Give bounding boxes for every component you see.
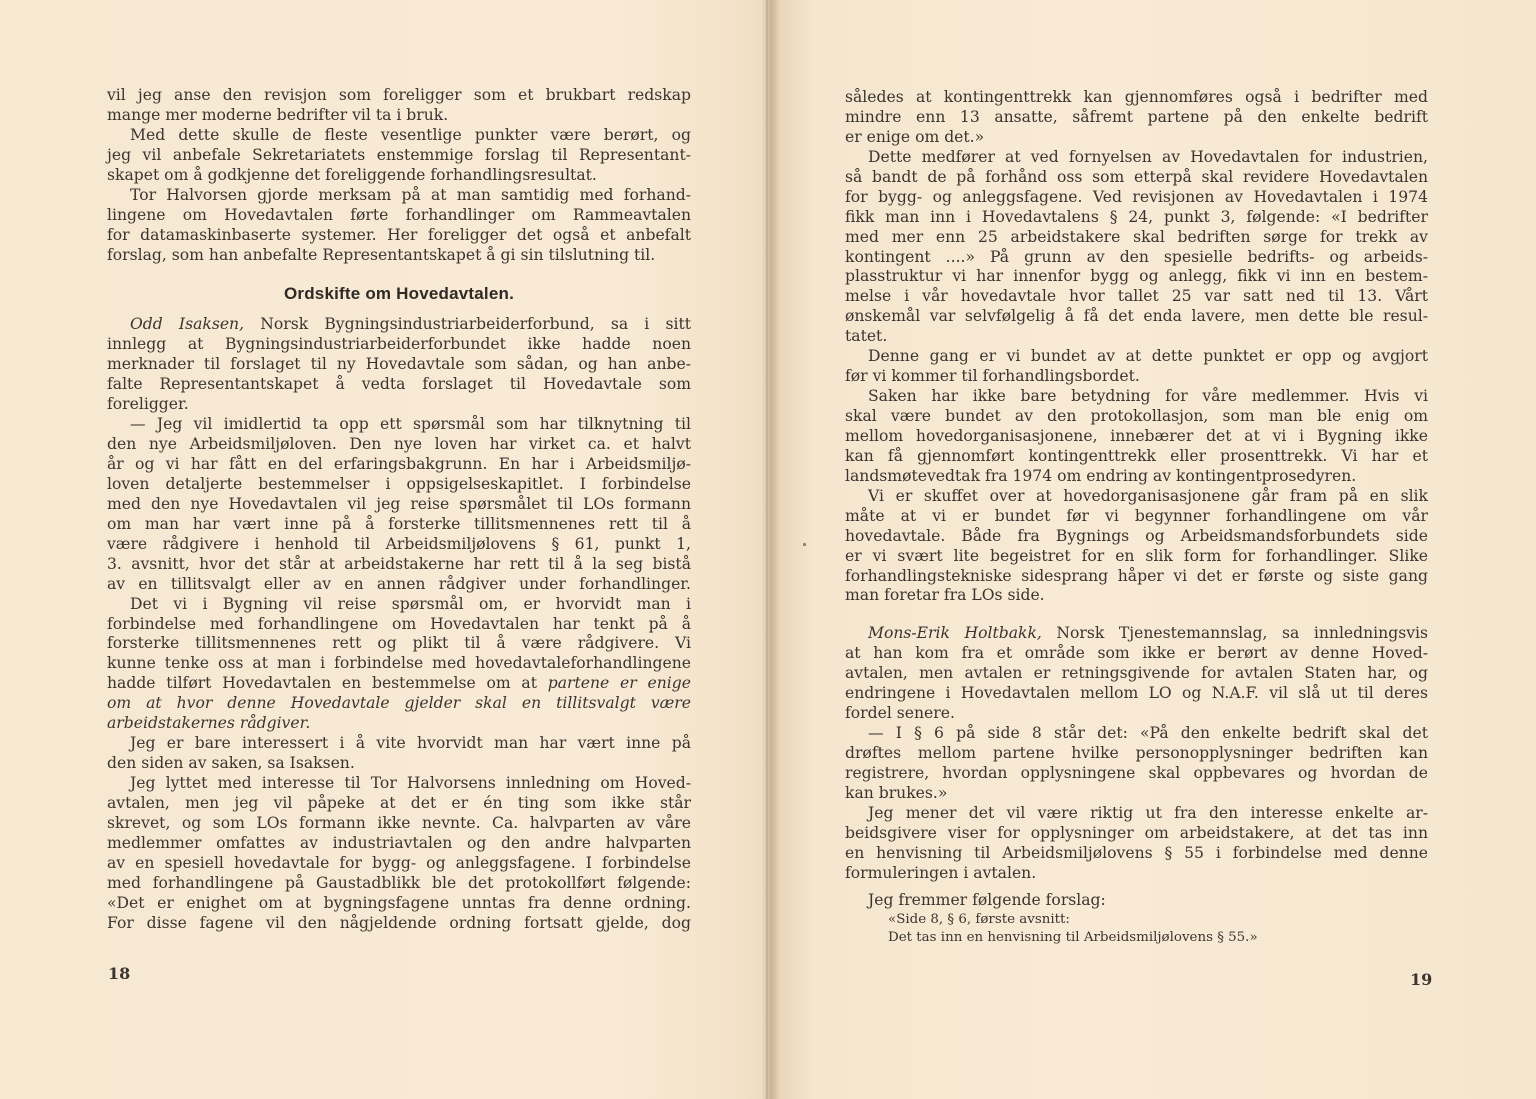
speaker-name: Odd Isaksen,	[130, 315, 245, 334]
text-line: være rådgivere i henhold til Arbeidsmiljølovens § 61, punkt 1,	[107, 534, 691, 553]
text-line: Med dette skulle de fleste vesentlige punkter være berørt, og	[130, 125, 691, 144]
text-line: kan få gjennomført kontingenttrekk eller prosenttrekk. Vi har et	[845, 446, 1428, 465]
text-line: før vi kommer til forhandlingsbordet.	[845, 367, 1140, 386]
text-line: skapet om å godkjenne det foreliggende forhandlingsresultat.	[107, 165, 597, 184]
text-line: er enige om det.»	[845, 127, 985, 146]
text-line: fordel senere.	[845, 704, 955, 723]
text-line: arbeidstakernes rådgiver.	[107, 714, 311, 733]
text-line: mange mer moderne bedrifter vil ta i bruk.	[107, 105, 449, 124]
text-line: Jeg er bare interessert i å vite hvorvidt man har vært inne på	[130, 734, 691, 753]
text-line: ønskemål var selvfølgelig å få det enda lavere, men dette ble resul-	[845, 307, 1428, 326]
text-line: kan brukes.»	[845, 783, 948, 802]
page-number-right: 19	[1410, 970, 1433, 989]
text-line: med mer enn 25 arbeidstakere skal bedriften sørge for trekk av	[845, 227, 1428, 246]
text-line: lingene om Hovedavtalen førte forhandlinger om Rammeavtalen	[107, 205, 691, 224]
text-line: Jeg lyttet med interesse til Tor Halvorsens innledning om Hoved-	[130, 774, 691, 792]
text-line: skal være bundet av den protokollasjon, som man ble enig om	[845, 407, 1428, 425]
paragraph-gap	[845, 606, 1428, 624]
text-line: Saken har ikke bare betydning for våre medlemmer. Hvis vi	[868, 387, 1428, 406]
text-line: merknader til forslaget til ny Hovedavtale som sådan, og han anbe-	[107, 355, 691, 374]
text-line: jeg vil anbefale Sekretariatets enstemmige forslag til Representant-	[107, 145, 691, 164]
right-page-text	[845, 88, 1428, 947]
text-line: registrere, hvordan opplysningene skal oppbevares og hvordan de	[845, 763, 1428, 782]
text-line: er vi svært lite begeistret for en slik form for forhandlinger. Slike	[845, 546, 1428, 565]
text-line: avtalen, men avtalen er retningsgivende for avtalen Staten har, og	[845, 664, 1428, 683]
text-line: mindre enn 13 ansatte, såfremt partene på den enkelte bedrift	[845, 107, 1428, 126]
text-line: loven detaljerte bestemmelser i oppsigelseskapitlet. I forbindelse	[107, 474, 691, 493]
text-line: formuleringen i avtalen.	[845, 863, 1037, 882]
text-line: om at hvor denne Hovedavtale gjelder skal en tillitsvalgt være	[107, 694, 691, 713]
text-line: Denne gang er vi bundet av at dette punktet er opp og avgjort	[868, 347, 1428, 366]
text-line: av en spesiell hovedavtale for bygg- og anleggsfagene. I forbindelse	[107, 853, 691, 872]
text-line: 3. avsnitt, hvor det står at arbeidstakerne har rett til å la seg bistå	[107, 554, 691, 573]
text-line: drøftes mellom partene hvilke personopplysninger bedriften kan	[845, 744, 1428, 762]
text-line: skrevet, og som LOs formann ikke nevnte. Ca. halvparten av våre	[107, 813, 691, 832]
text-line: For disse fagene vil den någjeldende ordning fortsatt gjelde, dog	[107, 913, 691, 932]
text-line: Jeg mener det vil være riktig ut fra den interesse enkelte ar-	[868, 803, 1428, 822]
page-number-left: 18	[108, 964, 131, 983]
text-line: forhandlingstekniske sidesprang håper vi det er første og siste gang	[845, 566, 1428, 585]
text-line: av en tillitsvalgt eller av en annen rådgiver under forhandlinger.	[107, 574, 691, 593]
proposal-quote-line: «Side 8, § 6, første avsnitt:	[888, 911, 1070, 927]
text-line: innlegg at Bygningsindustriarbeiderforbundet ikke hadde noen	[107, 335, 691, 354]
text-line: Dette medfører at ved fornyelsen av Hovedavtalen for industrien,	[868, 147, 1428, 166]
text-fragment: hadde tilført Hovedavtalen en bestemmelse om at	[107, 674, 548, 693]
text-line: beidsgivere viser for opplysninger om arbeidstakere, at det tas inn	[845, 823, 1428, 842]
text-line: forsterke tillitsmennenes rett og plikt til å være rådgivere. Vi	[107, 634, 691, 653]
text-line: den siden av saken, sa Isaksen.	[107, 754, 355, 773]
text-line: kontingent ....» På grunn av den spesielle bedrifts- og arbeids-	[845, 247, 1428, 266]
text-line: Det vi i Bygning vil reise spørsmål om, er hvorvidt man i	[130, 594, 691, 613]
speaker-name: Mons-Erik Holtbakk,	[868, 624, 1042, 643]
text-line: den nye Arbeidsmiljøloven. Den nye loven har virket ca. et halvt	[107, 435, 691, 454]
text-line: Tor Halvorsen gjorde merksam på at man samtidig med forhand-	[130, 185, 691, 204]
italic-fragment: partene er enige	[547, 674, 691, 693]
paragraph-gap	[845, 884, 1428, 891]
text-line: for bygg- og anleggsfagene. Ved revisjonen av Hovedavtalen i 1974	[845, 187, 1428, 206]
text-line: — I § 6 på side 8 står det: «På den enkelte bedrift skal det	[868, 724, 1428, 743]
text-line: hovedavtale. Både fra Bygnings og Arbeidsmandsforbundets side	[845, 526, 1428, 545]
proposal-quote-line: Det tas inn en henvisning til Arbeidsmiljølovens § 55.»	[888, 929, 1258, 945]
text-line: at han kom fra et område som ikke er berørt av denne Hoved-	[845, 644, 1428, 663]
text-line: medlemmer omfattes av industriavtalen og den andre halvparten	[107, 833, 691, 852]
text-line: plasstruktur vi har innenfor bygg og anlegg, fikk vi inn en bestem-	[845, 267, 1428, 286]
text-line: man foretar fra LOs side.	[845, 586, 1045, 605]
text-line: Jeg fremmer følgende forslag:	[868, 890, 1106, 909]
text-line: en henvisning til Arbeidsmiljølovens § 55 i forbindelse med denne	[845, 843, 1428, 862]
text-line: for datamaskinbaserte systemer. Her foreligger det også et anbefalt	[107, 225, 691, 244]
text-line: Vi er skuffet over at hovedorganisasjonene går fram på en slik	[868, 486, 1428, 505]
text-line: med den nye Hovedavtalen vil jeg reise spørsmålet til LOs formann	[107, 494, 691, 513]
text-line: således at kontingenttrekk kan gjennomføres også i bedrifter med	[845, 88, 1428, 106]
text-line: landsmøtevedtak fra 1974 om endring av kontingentprosedyren.	[845, 466, 1357, 485]
text-line: — Jeg vil imidlertid ta opp ett spørsmål som har tilknytning til	[130, 415, 691, 434]
text-line: om man har vært inne på å forsterke tillitsmennenes rett til å	[107, 514, 691, 533]
text-line	[845, 624, 1428, 644]
text-fragment: Norsk Tjenestemannslag, sa innledningsvis	[1041, 624, 1428, 643]
text-fragment: Norsk Bygningsindustriarbeiderforbund, sa i sitt	[244, 315, 691, 334]
text-line: forbindelse med forhandlingene om Hovedavtalen har tenkt på å	[107, 614, 691, 633]
text-line: fikk man inn i Hovedavtalens § 24, punkt 3, følgende: «I bedrifter	[845, 207, 1428, 226]
text-line: mellom hovedorganisasjonene, innebærer det at vi i Bygning ikke	[845, 426, 1428, 445]
text-line: så bandt de på forhånd oss som etterpå skal revidere Hovedavtalen	[845, 167, 1428, 186]
text-line: avtalen, men jeg vil påpeke at det er én ting som ikke står	[107, 793, 691, 812]
left-page-text	[107, 86, 691, 934]
text-line: måte at vi er bundet før vi begynner forhandlingene om vår	[845, 506, 1428, 525]
text-line: foreligger.	[107, 395, 189, 414]
text-line: med forhandlingene på Gaustadblikk ble det protokollført følgende:	[107, 873, 691, 892]
text-line	[107, 315, 691, 335]
text-line: vil jeg anse den revisjon som foreligger som et brukbart redskap	[107, 86, 691, 104]
text-line	[107, 674, 691, 694]
text-line: melse i vår hovedavtale hvor tallet 25 var satt ned til 13. Vårt	[845, 287, 1428, 306]
text-line: falte Representantskapet å vedta forslaget til Hovedavtale som	[107, 375, 691, 394]
text-line: kunne tenke oss at man i forbindelse med hovedavtaleforhandlingene	[107, 654, 691, 673]
text-line: år og vi har fått en del erfaringsbakgrunn. En har i Arbeidsmiljø-	[107, 455, 691, 473]
text-line: endringene i Hovedavtalen mellom LO og N.A.F. vil slå ut til deres	[845, 684, 1428, 703]
text-line: tatet.	[845, 327, 888, 346]
section-heading: Ordskifte om Hovedavtalen.	[283, 284, 515, 304]
text-line: forslag, som han anbefalte Representantskapet å gi sin tilslutning til.	[107, 245, 656, 264]
text-line: «Det er enighet om at bygningsfagene unntas fra denne ordning.	[107, 893, 691, 912]
